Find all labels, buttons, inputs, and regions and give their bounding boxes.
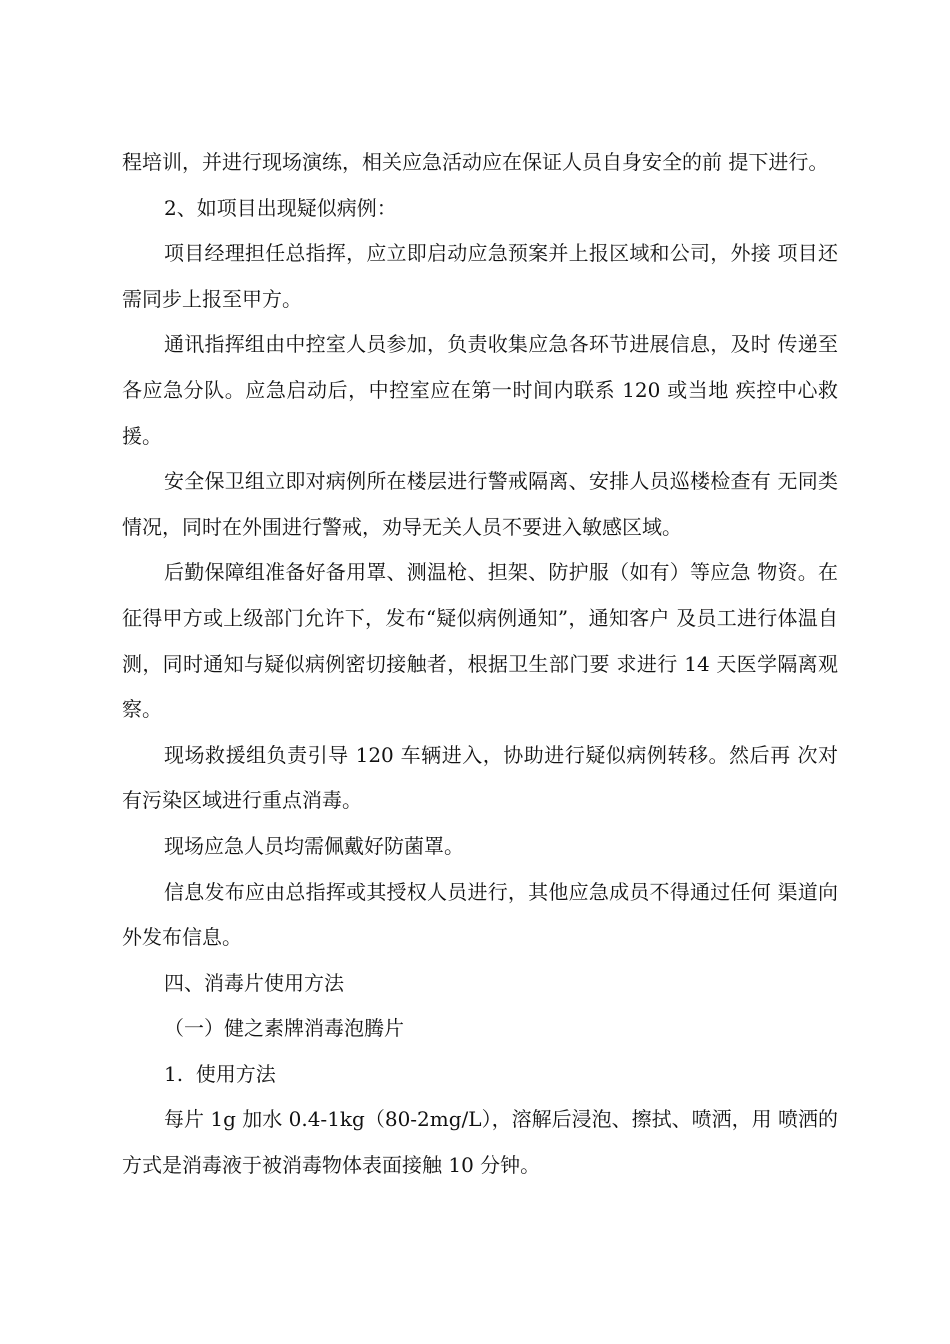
section-heading-disinfection: 四、消毒片使用方法 (164, 970, 344, 995)
paragraph-project-manager: 项目经理担任总指挥，应立即启动应急预案并上报区域和公司，外接 项目还需同步上报至甲方。 (122, 241, 838, 311)
paragraph-rescue-group: 现场救援组负责引导 120 车辆进入，协助进行疑似病例转移。然后再 次对有污染区域进行重点消毒。 (122, 742, 838, 813)
paragraph-usage-details: 每片 1g 加水 0.4-1kg（80-2mg/L），溶解后浸泡、擦拭、喷洒，用 喷洒的方式是消毒液于被消毒物体表面接触 10 分钟。 (122, 1107, 838, 1178)
subsection-heading-tablet-brand: （一）健之素牌消毒泡腾片 (164, 1016, 404, 1041)
paragraph-masks: 现场应急人员均需佩戴好防菌罩。 (164, 833, 464, 858)
paragraph-training-continuation: 程培训，并进行现场演练，相关应急活动应在保证人员自身安全的前 提下进行。 (122, 150, 829, 174)
document-body (122, 140, 838, 1189)
paragraph-logistics-group: 后勤保障组准备好备用罩、测温枪、担架、防护服（如有）等应急 物资。在征得甲方或上级部门允许下，发布“疑似病例通知”，通知客户 及员工进行体温自测，同时通知与疑似病例密切接触者，根据卫生部门要 求进行 14 天医学隔离观察。 (122, 560, 838, 722)
heading-suspected-case: 2、如项目出现疑似病例： (164, 195, 397, 220)
paragraph-communication-group: 通讯指挥组由中控室人员参加，负责收集应急各环节进展信息，及时 传递至各应急分队。应急启动后，中控室应在第一时间内联系 120 或当地 疾控中心救援。 (122, 332, 838, 448)
item-heading-usage: 1. 使用方法 (164, 1061, 276, 1086)
paragraph-security-group: 安全保卫组立即对病例所在楼层进行警戒隔离、安排人员巡楼检查有 无同类情况，同时在外围进行警戒，劝导无关人员不要进入敏感区域。 (122, 469, 838, 539)
paragraph-information-release: 信息发布应由总指挥或其授权人员进行，其他应急成员不得通过任何 渠道向外发布信息。 (122, 879, 838, 950)
